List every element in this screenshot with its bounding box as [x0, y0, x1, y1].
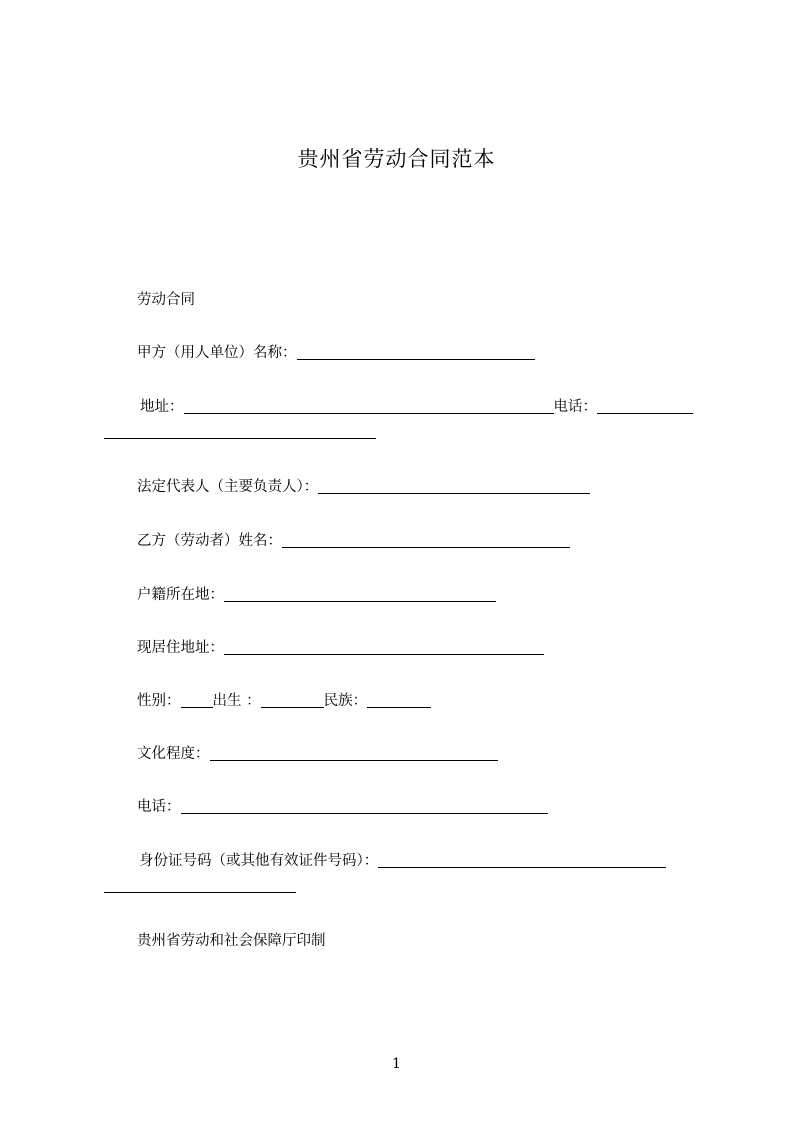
- phone-b-row: [137, 797, 548, 817]
- phone-a-blank[interactable]: [597, 399, 693, 414]
- id-number-blank-continued[interactable]: [104, 892, 296, 893]
- party-a-name-row: [137, 343, 535, 363]
- party-a-name-blank[interactable]: [297, 345, 535, 360]
- ethnicity-label: 民族：: [323, 693, 368, 709]
- issuer-text: 贵州省劳动和社会保障厅印制: [137, 933, 326, 949]
- address-blank[interactable]: [184, 399, 554, 414]
- phone-b-label: 电话：: [137, 799, 181, 815]
- party-b-name-label: 乙方（劳动者）姓名：: [137, 533, 282, 549]
- address-row: [140, 397, 693, 417]
- gender-birth-ethnicity-row: [137, 691, 431, 711]
- page-number: 1: [392, 1056, 401, 1072]
- current-address-label: 现居住地址：: [137, 640, 224, 656]
- document-title: 贵州省劳动合同范本: [297, 147, 496, 171]
- current-address-row: [137, 638, 544, 658]
- legal-rep-row: [137, 477, 590, 497]
- id-number-row: [139, 851, 666, 871]
- contract-subtitle: [137, 290, 195, 310]
- issuer-row: [137, 931, 326, 951]
- party-b-name-blank[interactable]: [282, 533, 570, 548]
- subtitle-text: 劳动合同: [137, 292, 195, 308]
- phone-a-blank-continued[interactable]: [104, 438, 376, 439]
- education-blank[interactable]: [210, 746, 498, 761]
- legal-rep-label: 法定代表人（主要负责人）：: [137, 479, 319, 495]
- phone-b-blank[interactable]: [181, 799, 548, 814]
- birth-label: 出生 ：: [212, 693, 261, 709]
- gender-label: 性别：: [137, 693, 181, 709]
- id-number-label: 身份证号码（或其他有效证件号码）：: [139, 853, 379, 869]
- current-address-blank[interactable]: [224, 640, 544, 655]
- address-label: 地址：: [140, 399, 184, 415]
- education-row: [137, 744, 498, 764]
- gender-blank[interactable]: [181, 693, 213, 708]
- ethnicity-blank[interactable]: [367, 693, 431, 708]
- household-reg-blank[interactable]: [224, 587, 496, 602]
- party-a-name-label: 甲方（用人单位）名称：: [137, 345, 297, 361]
- household-reg-label: 户籍所在地：: [137, 587, 224, 603]
- phone-a-label: 电话：: [553, 399, 597, 415]
- education-label: 文化程度：: [137, 746, 210, 762]
- legal-rep-blank[interactable]: [318, 479, 590, 494]
- id-number-blank[interactable]: [378, 853, 666, 868]
- household-reg-row: [137, 585, 496, 605]
- birth-blank[interactable]: [261, 693, 324, 708]
- party-b-name-row: [137, 531, 570, 551]
